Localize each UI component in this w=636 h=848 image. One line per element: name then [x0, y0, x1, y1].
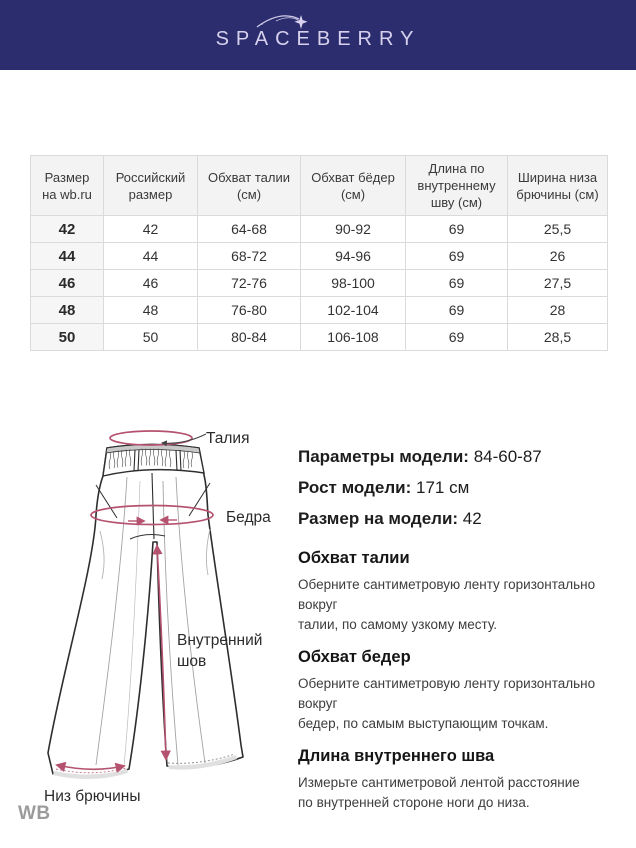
- table-cell: 44: [104, 243, 198, 270]
- table-cell: 27,5: [508, 270, 608, 297]
- col-header-ru-size: Российский размер: [104, 156, 198, 216]
- hem-label: Низ брючины: [44, 788, 141, 805]
- table-cell: 28: [508, 297, 608, 324]
- guide-text-line: талии, по самому узкому месту.: [298, 617, 498, 632]
- table-cell: 28,5: [508, 324, 608, 351]
- size-table: [30, 155, 608, 351]
- guide-text-line: бедер, по самым выступающим точкам.: [298, 716, 549, 731]
- model-params-value: 84-60-87: [473, 447, 542, 466]
- col-header-waist: Обхват талии (см): [198, 156, 301, 216]
- model-height-value: 171 см: [415, 478, 470, 497]
- hips-label: Бедра: [226, 509, 271, 526]
- table-cell: 69: [406, 270, 508, 297]
- size-cell: 44: [31, 243, 104, 270]
- table-cell: 102-104: [301, 297, 406, 324]
- guide-hips-title: Обхват бедер: [298, 648, 411, 666]
- table-cell: 46: [104, 270, 198, 297]
- table-cell: 69: [406, 297, 508, 324]
- table-cell: 25,5: [508, 216, 608, 243]
- guide-waist-text: [298, 575, 620, 635]
- wb-watermark: WB: [18, 803, 51, 824]
- table-row: [31, 216, 608, 243]
- guide-inseam-title: Длина внутреннего шва: [298, 747, 495, 765]
- table-cell: 68-72: [198, 243, 301, 270]
- guide-hips-text: [298, 674, 620, 734]
- size-cell: 42: [31, 216, 104, 243]
- table-cell: 69: [406, 324, 508, 351]
- guide-inseam: [298, 747, 620, 813]
- table-row: [31, 324, 608, 351]
- table-row: [31, 270, 608, 297]
- size-cell: 46: [31, 270, 104, 297]
- table-header-row: [31, 156, 608, 216]
- size-cell: 48: [31, 297, 104, 324]
- table-cell: 26: [508, 243, 608, 270]
- table-cell: 50: [104, 324, 198, 351]
- col-header-hips: Обхват бёдер (см): [301, 156, 406, 216]
- model-params-line: [298, 441, 620, 472]
- model-params-label: Параметры модели:: [298, 447, 469, 466]
- guide-waist: [298, 549, 620, 635]
- guide-text-line: по внутренней стороне ноги до низа.: [298, 795, 530, 810]
- guide-inseam-text: [298, 773, 620, 813]
- table-cell: 90-92: [301, 216, 406, 243]
- table-row: [31, 297, 608, 324]
- model-size-label: Размер на модели:: [298, 509, 459, 528]
- col-header-hem-width: Ширина низа брючины (см): [508, 156, 608, 216]
- table-cell: 69: [406, 243, 508, 270]
- model-height-label: Рост модели:: [298, 478, 412, 497]
- model-size-value: 42: [462, 509, 482, 528]
- guide-text-line: Оберните сантиметровую ленту горизонтально вокруг: [298, 577, 596, 612]
- table-row: [31, 243, 608, 270]
- size-cell: 50: [31, 324, 104, 351]
- pants-diagram: [30, 415, 292, 815]
- table-cell: 80-84: [198, 324, 301, 351]
- table-cell: 64-68: [198, 216, 301, 243]
- col-header-inseam: Длина по внутреннему шву (см): [406, 156, 508, 216]
- guide-text-line: Оберните сантиметровую ленту горизонтально вокруг: [298, 676, 596, 711]
- inseam-label: Внутренний шов: [177, 632, 263, 670]
- brand-logo: SPACEBERRY: [215, 28, 421, 50]
- table-cell: 76-80: [198, 297, 301, 324]
- table-cell: 42: [104, 216, 198, 243]
- model-size-line: [298, 503, 620, 534]
- table-cell: 94-96: [301, 243, 406, 270]
- measurement-info: [298, 441, 620, 813]
- model-height-line: [298, 472, 620, 503]
- brand-header: [0, 0, 636, 70]
- guide-hips: [298, 648, 620, 734]
- table-cell: 48: [104, 297, 198, 324]
- pants-figure: [30, 415, 292, 815]
- table-cell: 69: [406, 216, 508, 243]
- guide-waist-title: Обхват талии: [298, 549, 410, 567]
- waist-label: Талия: [206, 430, 250, 447]
- table-cell: 72-76: [198, 270, 301, 297]
- table-cell: 98-100: [301, 270, 406, 297]
- table-cell: 106-108: [301, 324, 406, 351]
- guide-text-line: Измерьте сантиметровой лентой расстояние: [298, 775, 580, 790]
- col-header-wb-size: Размер на wb.ru: [31, 156, 104, 216]
